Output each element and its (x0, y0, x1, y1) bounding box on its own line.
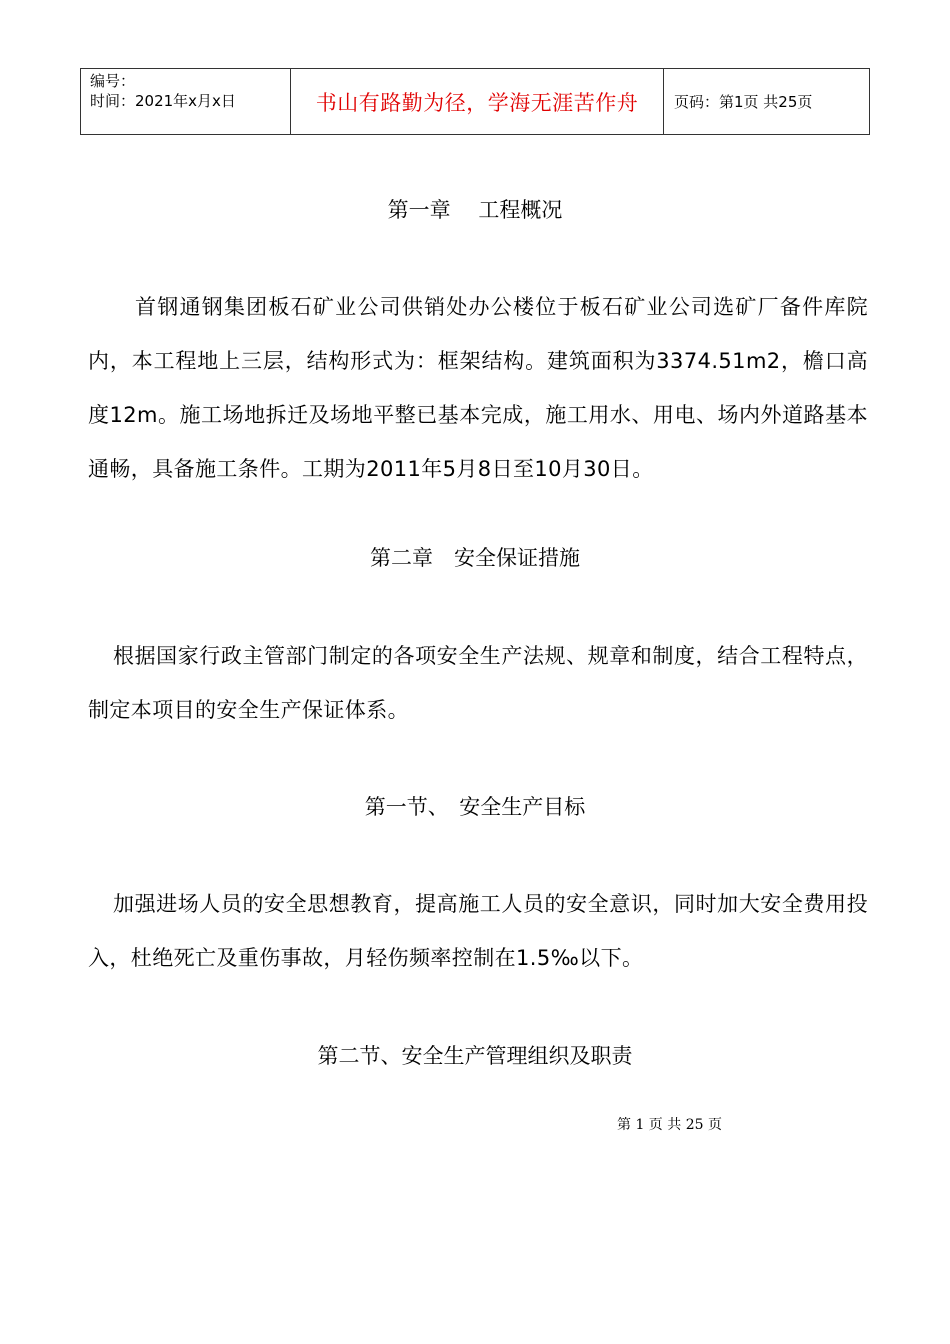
header-meta-cell (81, 69, 291, 135)
page-info-cell (664, 69, 870, 135)
motto-cell (291, 69, 664, 135)
time-label: 时间：2021年x月x日 (90, 92, 236, 110)
chapter2-paragraph: 根据国家行政主管部门制定的各项安全生产法规、规章和制度，结合工程特点，制定本项目的安全生产保证体系。 (88, 644, 868, 722)
section1-paragraph: 加强进场人员的安全思想教育，提高施工人员的安全意识，同时加大安全费用投入，杜绝死亡及重伤事故，月轻伤频率控制在1.5‰以下。 (88, 892, 868, 970)
section2-title: 第二节、安全生产管理组织及职责 (317, 1044, 633, 1068)
chapter1-paragraph: 首钢通钢集团板石矿业公司供销处办公楼位于板石矿业公司选矿厂备件库院内，本工程地上三层，结构形式为：框架结构。建筑面积为3374.51m2，檐口高度12m。施工场地拆迁及场地平整已基本完成，施工用水、用电、场内外道路基本通畅，具备施工条件。工期为2011年5月8日至10月30日。 (88, 295, 868, 481)
chapter1-title: 第一章 工程概况 (387, 198, 563, 222)
chapter2-title: 第二章 安全保证措施 (370, 546, 580, 570)
number-label: 编号： (90, 72, 136, 90)
footer-page-number: 第 1 页 共 25 页 (617, 1117, 722, 1133)
motto-text: 书山有路勤为径，学海无涯苦作舟 (315, 90, 639, 115)
header-table (80, 68, 870, 135)
page-info-text: 页码：第1页 共25页 (674, 93, 813, 111)
section1-title: 第一节、 安全生产目标 (364, 795, 586, 819)
